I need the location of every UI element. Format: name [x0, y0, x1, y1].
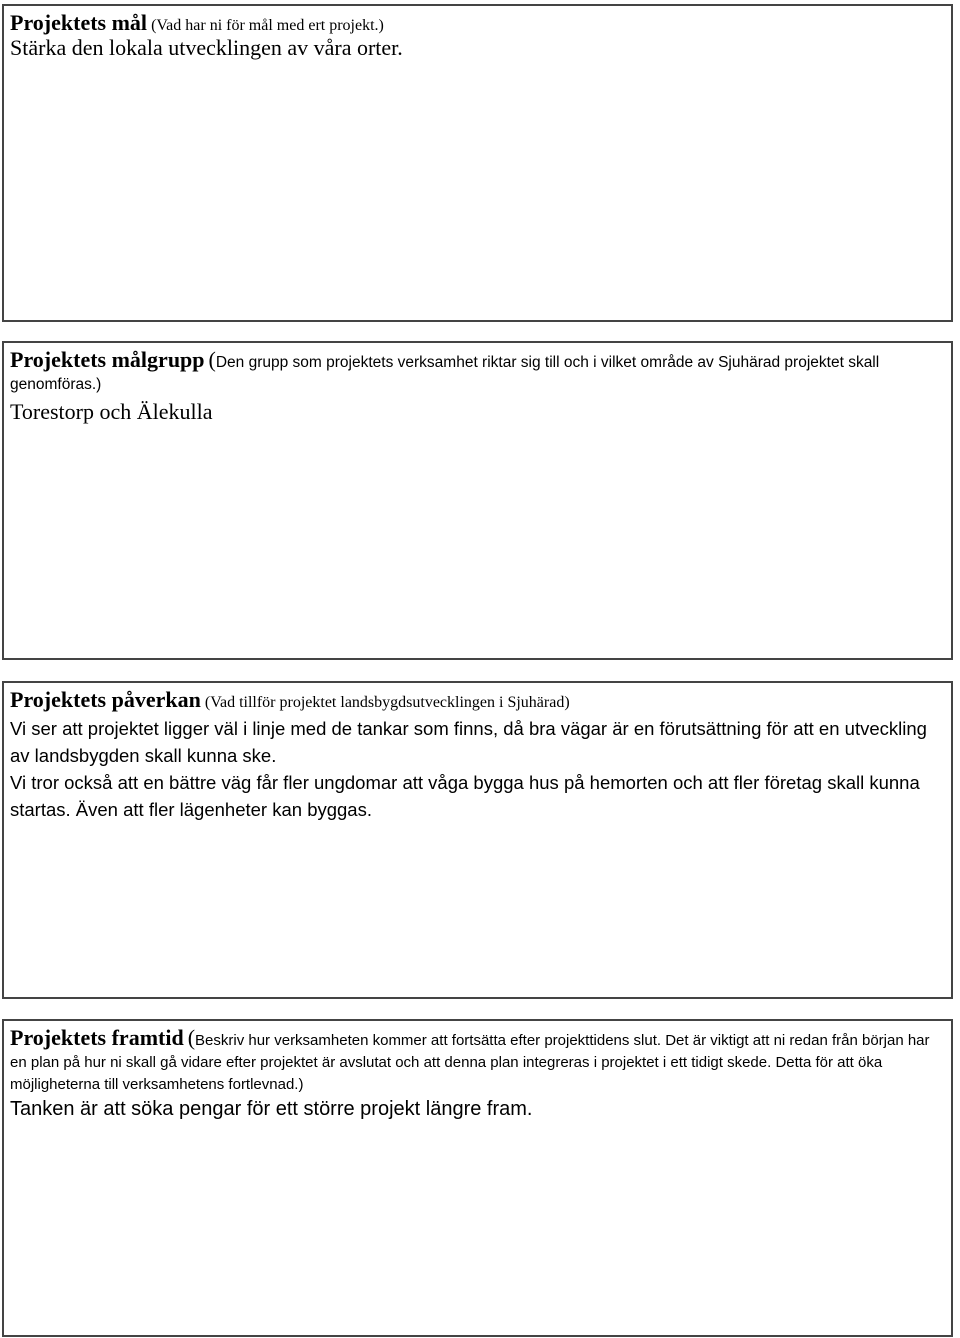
section-header [10, 687, 945, 712]
section-header [10, 347, 945, 397]
section-paragraph: Vi tror också att en bättre väg får fler ungdomar att våga bygga hus på hemorten och att fler företag skall kunna startas. Även att fler lägenheter kan byggas. [10, 772, 920, 820]
section-projektets-framtid [2, 1019, 953, 1337]
section-body: Tanken är att söka pengar för ett större projekt längre fram. [10, 1098, 533, 1121]
hint-open-paren: ( [187, 1025, 196, 1050]
section-body: Torestorp och Älekulla [10, 398, 213, 424]
section-hint: (Vad har ni för mål med ert projekt.) [151, 17, 384, 34]
section-projektets-malgrupp [2, 341, 953, 660]
section-header [10, 10, 945, 35]
section-title: Projektets påverkan [10, 687, 201, 712]
section-projektets-paverkan [2, 681, 953, 999]
section-hint: Beskriv hur verksamheten kommer att fortsätta efter projekttidens slut. Det är viktigt att ni redan från början har en plan på hur ni skall gå vidare efter projektet är avslutat och att denna plan integreras i projektet i ett tidigt skede. Detta för att öka möjligheterna till verksamhetens fortlevnad.) [10, 1032, 930, 1093]
section-header [10, 1025, 945, 1095]
section-paragraph: Vi ser att projektet ligger väl i linje med de tankar som finns, då bra vägar är en förutsättning för att en utveckling av landsbygden skall kunna ske. [10, 718, 927, 767]
section-projektets-mal [2, 4, 953, 322]
section-title: Projektets mål [10, 10, 148, 35]
section-hint: Den grupp som projektets verksamhet riktar sig till och i vilket område av Sjuhärad projektet skall genomföras.) [10, 354, 880, 394]
hint-open-paren: ( [208, 347, 216, 372]
section-body: Stärka den lokala utvecklingen av våra orter. [10, 35, 403, 61]
section-title: Projektets framtid [10, 1025, 184, 1050]
section-title: Projektets målgrupp [10, 347, 205, 372]
section-hint: (Vad tillför projektet landsbygdsutvecklingen i Sjuhärad) [204, 694, 570, 711]
